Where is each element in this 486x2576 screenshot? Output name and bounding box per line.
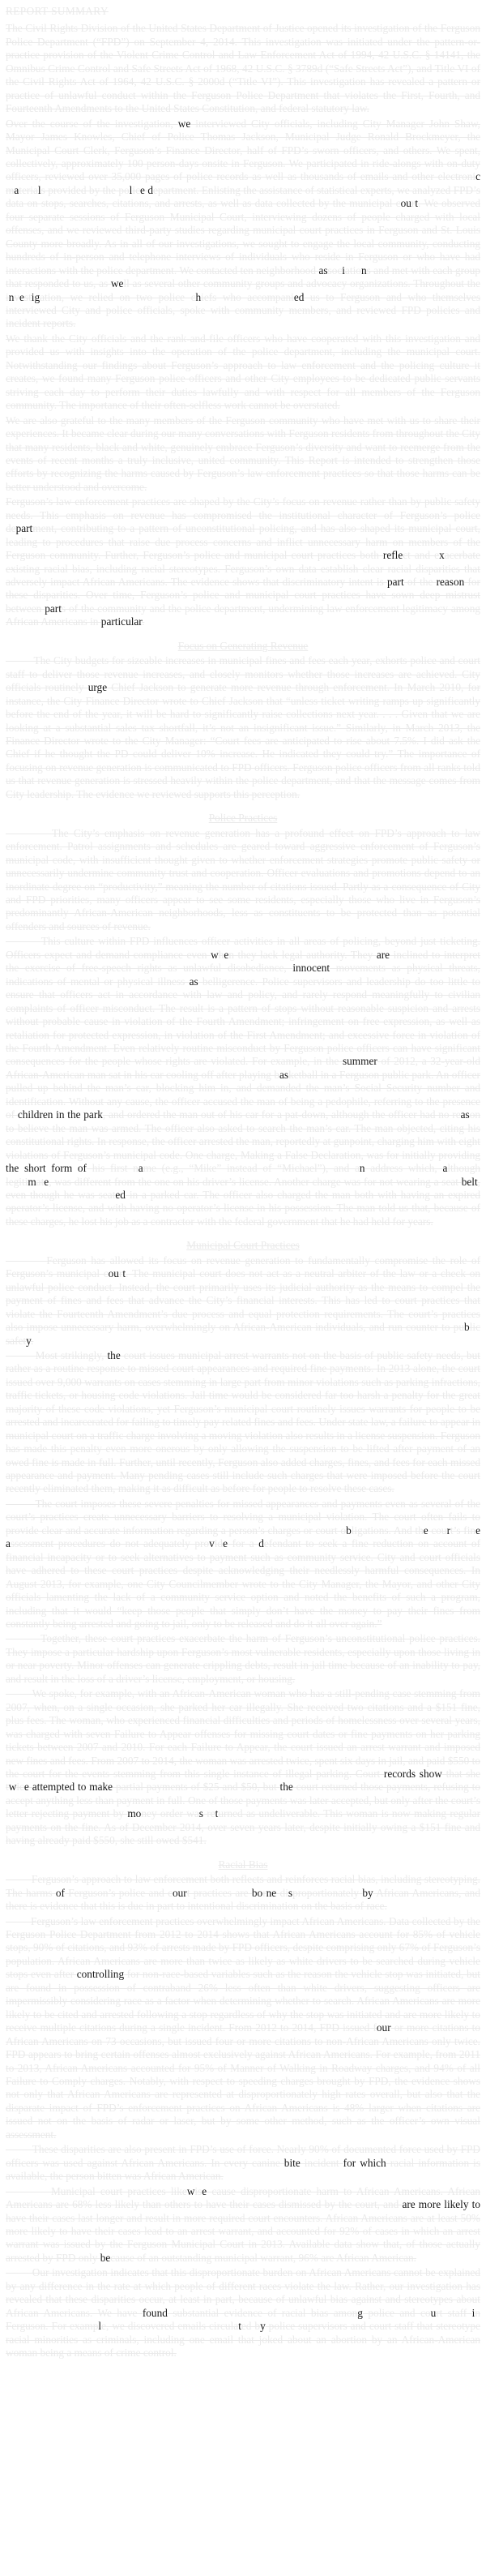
erasure-dark-word: e — [139, 183, 145, 196]
report-paragraph — [6, 414, 480, 495]
struck-faint-text: s provided by the po — [40, 183, 130, 196]
erasure-dark-word: be — [100, 2251, 111, 2264]
struck-faint-text: Together, these court practices exacerbate the harm of Ferguson’s unconstitutional police practices. They impose a particular hardship upon Ferguson’s most vulnerable residents, especially upon those living in or near poverty. Minor offenses can generate crippling debts, result in jail time because of an inability to pay, and result in the loss of a driver’s license, employment, or housing. — [6, 1632, 481, 1685]
struck-faint-text: substantial evidence of racial bias amon — [167, 2306, 358, 2319]
erasure-dark-word: ed — [115, 1188, 126, 1201]
erasure-dark-word: a — [6, 1537, 11, 1550]
struck-faint-text: Ferguson’s police and c — [64, 1886, 173, 1899]
erasure-dark-word: the — [279, 1781, 293, 1794]
erasure-dark-word: w — [211, 948, 219, 961]
struck-faint-text: acerbate existing racial bias, including racial stereotypes. Ferguson’s own data establish clear racial disparities that adversely impact African Americans. The evidence shows that discriminatory intent is — [6, 549, 480, 589]
struck-faint-text: , was different from the one on his driver’s license. Another charge was for not wearing a seat — [49, 1175, 462, 1188]
struck-faint-text: Municipal court practices like — [50, 2184, 187, 2197]
erasure-dark-word: part — [15, 522, 33, 535]
erasure-dark-word: t — [415, 197, 419, 210]
erasure-dark-word: as — [460, 1108, 470, 1121]
struck-faint-text: v — [14, 290, 20, 303]
struck-faint-text: Focus on Generating Revenue — [177, 639, 309, 652]
erasure-dark-word: part — [45, 602, 62, 615]
struck-faint-text: Municipal Court Practices — [186, 1239, 300, 1252]
erasure-dark-word: the — [107, 1348, 121, 1361]
erasure-dark-word: e — [19, 290, 24, 303]
report-paragraph — [6, 2185, 480, 2265]
struck-faint-text: partial payments of $25 and $50, but — [113, 1781, 280, 1794]
erasure-dark-word: s — [198, 1807, 203, 1820]
struck-faint-text: re — [202, 1807, 215, 1820]
struck-faint-text: ketball in a Ferguson public park. An officer pulled up behind the man’s car, blocking him in, and demanded the man’s Social Security number and identification. Without any cause, the officer accused the man of being a pedophile, referring to the presence of — [6, 1068, 480, 1121]
struck-faint-text: The court imposes these severe penalties for missed appearances and payments even as several of the court’s practices create unnecessary barriers to resolving a municipal violation. The court often fails to provide clear and accurate information regarding a person’s charges or court o — [6, 1497, 481, 1537]
erasure-dark-word: s — [288, 1886, 293, 1899]
erasure-dark-word: ne — [266, 1886, 277, 1899]
struck-faint-text: for these disparities. Over time, Ferguson’s police and municipal court practices have sown deep mistrust between — [6, 576, 480, 615]
struck-faint-text: address which, — [364, 1162, 443, 1175]
erasure-dark-word: v — [209, 1537, 215, 1550]
struck-faint-text: epartment. Enlisting the assistance of statistical experts, we analyzed FPD’s data on stops, searches, citations, and arrests, as well as data collected by the municipal c — [6, 183, 481, 210]
erasure-dark-word: g — [357, 2306, 363, 2319]
erasure-dark-word: n — [360, 264, 367, 276]
struck-faint-text: cause disproportionate harm to African Americans. African Americans are 68% less likely than others to have their cases dismissed by the court, and — [6, 2184, 481, 2211]
erasure-dark-word: e — [423, 1524, 428, 1537]
struck-faint-text: police supervisors and court staff that stereotype racial minorities as criminals, including one email that joked about an abortion by an African-American woman being a means of crime control. — [6, 2320, 480, 2360]
indent-strikethrough — [6, 827, 52, 839]
erasure-dark-word: refle — [382, 549, 403, 562]
erasure-dark-word: ed — [293, 290, 305, 303]
report-paragraph — [6, 2143, 480, 2183]
erasure-dark-word: c — [475, 170, 480, 183]
erasure-dark-word: m — [28, 1175, 36, 1188]
erasure-dark-word: ou — [108, 1267, 119, 1280]
erasure-dark-word: e — [475, 1524, 480, 1537]
struck-faint-text: Ferguson has allowed its focus on revenue generation to fundamentally compromise the role of Ferguson’s municipal c — [6, 1254, 480, 1280]
erasure-dark-word: by — [362, 1886, 373, 1899]
erasure-dark-word: e — [223, 1537, 228, 1550]
struck-faint-text: that she t — [6, 1768, 481, 1794]
erasure-dark-word: the short form of — [6, 1162, 87, 1175]
struck-faint-text: m — [6, 183, 15, 196]
erasure-dark-word: i — [471, 2306, 475, 2319]
struck-faint-text: efendant to seek a fine reduction on account of financial incapacity or to seek alternatives to payment such as community service. City and court officials have adhered to these court practices despite acknowledging their needlessly harmful consequences. In August 2013, for example, one City Councilmember wrote to the City Manager, the Mayor, and other City officials lamenting the lack of a community service option and noted the benefits of such a program, including that it would “keep those people that simply don’t have the money to pay their fines from constantly being arrested and going to jail, only to be released and do it all over again.” — [6, 1537, 480, 1631]
struck-faint-text: Police Practices — [208, 812, 278, 825]
erasure-dark-word: belt — [461, 1175, 478, 1188]
struck-faint-text: r — [262, 1886, 266, 1899]
erasure-dark-word: attempted to make — [32, 1781, 113, 1794]
struck-faint-text: belligerence. Police supervisors and leadership do too little to ensure that officers act in accordance with law and policy, and rarely respond meaningfully to civilian complaints of officer misconduct. The result is a pattern of stops without reasonable suspicion and arrests without probable cause in violation of the Fourth Amendment; infringement on free expression, as well as retaliation for protected expression, in violation of the First Amendment; and excessive force in violation of the Fourth Amendment. Even relatively routine misconduct by Ferguson police officers can have significant consequences for the people whose rights are violated. For example, in the — [6, 975, 480, 1068]
erasure-dark-word: n — [8, 290, 15, 303]
struck-faint-text: s of the community and the police department, undermining law enforcement legitimacy among African Americans in — [6, 602, 481, 628]
erasure-dark-word: are more likely to — [402, 2198, 480, 2211]
erasure-dark-word: t — [215, 1807, 219, 1820]
struck-faint-text: lthough legiti — [6, 1162, 480, 1188]
erasure-dark-word: found — [142, 2306, 168, 2319]
struck-faint-text: r — [411, 197, 416, 210]
struck-faint-text: cou — [428, 1524, 447, 1537]
erasure-dark-word: t — [238, 2320, 241, 2333]
struck-faint-text: Ferguson’s approach to law enforcement both reflects and reinforces racial bias, including stereotyping. The harms — [6, 1873, 480, 1899]
erasure-dark-word: w — [186, 2184, 195, 2197]
struck-faint-text: REPORT SUMMARY — [6, 5, 109, 17]
struck-faint-text: , even though he was seat — [6, 1175, 480, 1201]
struck-faint-text: urned as undeliverable. This woman is now making regular payments on the fine. As of December 2014, over seven years later, despite initially owing a $151 fine and having already paid $550, she still owed $541. — [6, 1807, 481, 1847]
struck-faint-text: . The municipal court does not act as a neutral arbiter of the law or a check on unlawful police conduct. Instead, the court primarily uses its judicial authority as the means to compel the payment of fines and fees that advance the City’s financial interests. This has led to court practices that violate the Fourteenth Amendment’s due process and equal protection requirements. The court’s practices also impose unnecessary harm, overwhelmingly on African-American individuals, and run counter to pu — [6, 1267, 480, 1334]
report-paragraph — [6, 1498, 480, 1631]
struck-faint-text: The City’s emphasis on revenue generation has a profound effect on FPD’s approach to law enforcement. Patrol assignments and schedules are geared toward aggressive enforcement of Ferguson’s municipal code, with insufficient thought given to whether enforcement strategies promote public safety or unnecessarily undermine community trust and cooperation. Officer evaluations and promotions depend to an inordinate degree on “productivity,” meaning the number of citations issued. Partly as a consequence of City and FPD priorities, many officers appear to see some residents, especially those who live in Ferguson’s predominantly African-American neighborhoods, less as constituents to be protected than as potential offenders and sources of revenue. — [6, 826, 481, 932]
erasure-dark-word: ig — [31, 290, 40, 303]
struck-faint-text: The Civil Rights Division of the United States Department of Justice opened its investigation of the Ferguson Police Department (“FPD”) on September 4, 2014. This investigation was initiated under the pattern-or-practice provision of the Violent Crime Control and Law Enforcement Act of 1994, 42 U.S.C. § 14141, the Omnibus Crime Control and Safe Streets Act of 1968, 42 U.S.C. § 3789d (“Safe Streets Act”), and Title VI of the Civil Rights Act of 1964, 42 U.S.C. § 2000d (“Title VI”). This investigation has revealed a pattern or practice of unlawful conduct within the Ferguson Police Department that violates the First, Fourth, and Fourteenth Amendments to the United States Constitution, and federal statutory law. — [6, 22, 480, 115]
struck-faint-text: Our investigation indicates that this disproportionate burden on African Americans cannot be explained by any difference in the rate at which people of different races violate the law. Rather, our investigation has revealed that these disparities occur, at least in part, because of unlawful bias against and stereotypes about African Americans. We have — [6, 2266, 480, 2319]
erasure-dark-word: bo — [251, 1886, 263, 1899]
erasure-dark-word: summer — [342, 1055, 377, 1068]
struck-faint-text: ed b — [241, 2320, 261, 2333]
erasure-dark-word: for which — [343, 2156, 386, 2169]
erasure-dark-word: reason — [436, 576, 465, 589]
erasure-dark-word: y — [260, 2320, 266, 2333]
erasure-dark-word: a — [442, 1162, 448, 1175]
erasure-dark-word: of — [55, 1886, 65, 1899]
indent-strikethrough — [6, 2266, 32, 2278]
report-paragraph — [6, 1873, 480, 1913]
erasure-dark-word: h — [195, 290, 202, 303]
struck-faint-text: African Americans, and there is evidence that this is due in part to intentional discrimination on the basis of race. — [6, 1886, 480, 1913]
struck-faint-text: t practices are — [186, 1886, 252, 1899]
struck-faint-text: inclined to interpret the exercise of free-speech rights as unlawful disobedience, — [6, 948, 480, 975]
struck-faint-text: on to believe the man was armed. The officer also asked to search the man’s car. The man objected, citing his constitutional rights. In response, the officer arrested the man, reportedly at gunpoint, charging him with eight violations of Ferguson’s municipal code. One charge, Making a False Declaration, was for initially providing — [6, 1108, 480, 1161]
report-paragraph — [6, 1254, 480, 1348]
struck-faint-text: me (e.g., “Mike” instead of “Michael”), and a — [143, 1162, 360, 1175]
struck-faint-text: . We observed four separate sessions of Ferguson Municipal Court, interviewing dozens of people charged with local offenses, and we reviewed third-party studies regarding municipal court practices in Ferguson and St. Louis County more broadly. As in all of our investigations, we sought to engage the local community, conducting hundreds of in-person and telephone interviews of individuals who reside in Ferguson or who have had interactions with the police department. We contacted ten neighborhood — [6, 197, 480, 276]
struck-faint-text: cause of an outstanding municipal warrant, 96% are African American. — [110, 2251, 416, 2264]
struck-faint-text: incident — [300, 2156, 343, 2169]
erasure-dark-word: d — [258, 1537, 264, 1550]
report-paragraph — [6, 827, 480, 934]
section-heading — [6, 812, 480, 825]
erasure-dark-word: w — [8, 1781, 17, 1794]
struck-faint-text: e, we discovered emails circula — [101, 2320, 239, 2333]
indent-strikethrough — [6, 1632, 40, 1644]
struck-faint-text: ation, we relied on two police c — [40, 290, 196, 303]
struck-faint-text: ment, contributing to a pattern of unconstitutional policing, and has also shaped its municipal court, leading to procedures that raise due process concerns and inflict unnecessary harm on members of the Ferguson community. Further, Ferguson’s police and municipal court practices both — [6, 522, 480, 562]
report-paragraph — [6, 1915, 480, 2142]
struck-faint-text: Ferguson’s law enforcement practices overwhelmingly impact African Americans. Data collected by the Ferguson Police Department from 2012 to 2014 shows that African Americans account for 85% of vehicle stops, 90% of citations, and 93% of arrests made by FPD officers, despite comprising only 67% of Ferguson’s population. African Americans are more than twice as likely as white drivers to be searched during vehicle stops even after — [6, 1914, 480, 1981]
erasure-dark-word: as — [318, 264, 328, 276]
struck-faint-text: his first n — [86, 1162, 139, 1175]
struck-faint-text: for a — [227, 1537, 259, 1550]
struck-faint-text: These disparities are also present in FPD’s use of force. Nearly 90% of documented force used by FPD officers was used against African Americans. In every canine — [6, 2143, 481, 2169]
erasure-dark-word: as — [189, 975, 198, 988]
struck-faint-text: Most strikingly, — [35, 1348, 108, 1361]
struck-faint-text: h — [218, 948, 224, 961]
struck-faint-text: Over the course of the investigation, — [6, 117, 178, 130]
erasure-dark-word: u — [430, 2306, 437, 2319]
erasure-dark-word: innocent — [292, 962, 330, 975]
report-title — [6, 5, 480, 18]
struck-faint-text: ll as several other community groups and advocacy organizations. Throughout the i — [6, 277, 480, 303]
erasure-dark-word: urge — [87, 681, 108, 694]
indent-strikethrough — [6, 1915, 31, 1927]
struck-faint-text: s and met with each group that responded to us, as — [6, 264, 480, 290]
struck-faint-text: Ferguson’s law enforcement practices are shaped by the City’s focus on revenue rather than by public safety needs. This emphasis on revenue has compromised the institutional character of Ferguson’s police de — [6, 495, 480, 535]
report-paragraph — [6, 495, 480, 629]
indent-strikethrough — [6, 1498, 35, 1510]
indent-strikethrough — [6, 2143, 32, 2155]
struck-faint-text: iefs who accompani — [201, 290, 294, 303]
struck-faint-text: Chief Jackson to generate more revenue through enforcement. In March 2010, for instance, the City Finance Director wrote to Chief Jackson that “unless ticket writing ramps up significantly before the end of the year, it will be hard to significantly raise collections next year. . . . Given that we are looking at a substantial sales tax shortfall, it’s not an insignificant issue.” Similarly, in March 2013, the Finance Director wrote to the City Manager: “Court fees are anticipated to rise about 7.5%. I did ask the Chief if he thought the PD could deliver 10% increase. He indicated they could try.” The importance of focusing on revenue generation is communicated to FPD officers. Ferguson police officers from all ranks told us that revenue generation is stressed heavily within the police department, and that the message comes from City leadership. The evidence we reviewed supports this perception. — [6, 681, 481, 800]
struck-faint-text: st — [23, 290, 32, 303]
indent-strikethrough — [6, 1254, 46, 1267]
struck-faint-text: have their cases last longer and result in more required court encounters. African Americans are at least 50% more likely to have their cases lead to an arrest warrant, and accounted for 92% of cases in which an arrest warrant was issued by the Ferguson Municipal Court in 2013. Available data show that, of those actually arrested by FPD only — [6, 2211, 480, 2264]
struck-faint-text: ligations. And th — [351, 1524, 424, 1537]
erasure-dark-word: our — [172, 1886, 187, 1899]
erasure-dark-word: particular — [100, 615, 143, 628]
struck-faint-text: of the — [403, 576, 437, 589]
struck-faint-text: atio — [344, 264, 361, 276]
indent-strikethrough — [6, 654, 34, 667]
erasure-dark-word: l — [37, 183, 41, 196]
erasure-dark-word: a — [14, 183, 19, 196]
struck-faint-text: or more citations to African Americans on 73 occasions, but issued four or more citations to non-African Americans only twice. FPD appears to bring certain offenses almost exclusively against African Americans. For example, from 2011 to 2013, African Americans accounted for 95% of Manner of Walking in Roadway charges, and 94% of all Failure to Comply charges. Notably, with respect to speeding charges brought by FPD, the evidence shows not only that African Americans are represented at disproportionately high rates overall, but also that the disparate impact of FPD’s enforcement practices on African Americans is 48% larger when citations are issued not on the basis of radar or laser, but by some other method, such as the officer’s own visual assessment. — [6, 2021, 480, 2141]
struck-faint-text: ic — [132, 183, 140, 196]
erasure-dark-word: records show — [383, 1768, 442, 1780]
struck-faint-text: r — [118, 1267, 123, 1280]
struck-faint-text: n Ferguson. For examp — [6, 2306, 480, 2333]
erasure-dark-word: are — [376, 948, 390, 961]
struck-faint-text: t’s fin — [450, 1524, 476, 1537]
struck-faint-text: ssessment procedures do not adequately pro — [10, 1537, 210, 1550]
erasure-dark-word: d — [147, 183, 153, 196]
struck-faint-text: We thank the City officials and the rank-and-file officers who have cooperated with this investigation and provided us with insights into the operation of the police department, including the municipal court. Notwithstanding our findings about Ferguson’s approach to law enforcement and the policing culture it creates, we found many Ferguson police officers and other City employees to be dedicated public servants striving each day to perform their duties lawfully and with respect for all members of the Ferguson community. The importance of their often-selfless work cannot be overstated. — [6, 332, 480, 412]
struck-faint-text: id — [214, 1537, 224, 1550]
struck-faint-text: racial information is available, the person bitten was African American. — [6, 2156, 481, 2183]
erasure-dark-word: a — [138, 1162, 143, 1175]
erasure-dark-word: x — [439, 549, 445, 562]
indent-strikethrough — [6, 2185, 51, 2197]
erasure-dark-word: i — [342, 264, 345, 276]
struck-faint-text: ic — [16, 1781, 24, 1794]
erasure-dark-word: we — [110, 277, 124, 290]
struck-faint-text: court returned those payments, refusing to accept anything less than payment in full. One of those payments was later accepted, but only after the court’s letter rejecting payment by — [6, 1781, 480, 1820]
erasure-dark-word: mo — [127, 1807, 142, 1820]
erasure-dark-word: e — [224, 948, 229, 961]
struck-faint-text: movements as physical threats, indications of mental or physical illness — [6, 962, 480, 988]
struck-faint-text: lic safet — [6, 1321, 480, 1347]
struck-faint-text: soc — [327, 264, 343, 276]
section-heading — [6, 640, 480, 653]
struck-faint-text: The City budgets for sizeable increases in municipal fines and fees each year, exhorts police and court staff to deliver those revenue increases, and closely monitors whether those increases are achieved. City officials routinely — [6, 654, 480, 694]
report-paragraph — [6, 1632, 480, 1686]
struck-faint-text: n they lack legal authority. They — [228, 948, 377, 961]
erasure-dark-word: ou — [400, 197, 411, 210]
struck-faint-text: ney order wa — [141, 1807, 199, 1820]
struck-faint-text: We spoke, for example, with an African-American woman who has a still-pending case stemming from 2007, when, on a single occasion, she parked her car illegally. She received two citations and a $151 fine, plus fees. The woman, who experienced financial difficulties and periods of homelessness over several years, was charged with seven Failure to Appear offenses for missing court dates or fine payments on her parking tickets between 2007 and 2010. For each Failure to Appear, the court issued an arrest warrant and imposed new fines and fees. From 2007 to 2014, the woman was arrested twice, spent six days in jail, and paid $550 to the court for the events stemming from this single instance of illegal parking. Court — [6, 1687, 480, 1780]
struck-faint-text: of 2012, a 32-year-old African-American man sat in his car cooling off after playing b — [6, 1055, 480, 1081]
struck-faint-text: is — [194, 2184, 202, 2197]
report-paragraph — [6, 332, 480, 413]
section-heading — [6, 1239, 480, 1252]
erasure-dark-word: n — [359, 1162, 365, 1175]
struck-faint-text: proportionately — [292, 1886, 363, 1899]
section-heading — [6, 1858, 480, 1871]
struck-faint-text: di — [276, 1886, 288, 1899]
erasure-dark-word: e — [44, 1175, 49, 1188]
erasure-dark-word: we — [177, 117, 191, 130]
erasure-dark-word: r — [446, 1524, 451, 1537]
struck-faint-text: interviewed City officials, including City Manager John Shaw, Mayor James Knowles, Chief of Police Thomas Jackson, Municipal Judge Ronald Brockmeyer, the Municipal Court Clerk, Ferguson’s Finance Director, half of FPD’s sworn officers, and others. We spent, collectively, approximately 100 person-days onsite in Ferguson. We participated in ride-alongs with on-duty officers, reviewed over 35,000 pages of police records as well as thousands of emails and other electroni — [6, 117, 481, 183]
erasure-dark-word: y — [26, 1334, 31, 1347]
erasure-dark-word: children in the park — [17, 1108, 103, 1121]
report-paragraph — [6, 2266, 480, 2360]
struck-faint-text: . — [30, 1334, 34, 1347]
struck-faint-text: Racial Bias — [218, 1858, 268, 1871]
indent-strikethrough — [6, 1687, 32, 1699]
struck-faint-text: us to Ferguson and who themselves interviewed City and police officials, spoke with community members, and reviewed FPD policies and incident reports. — [6, 290, 481, 330]
report-paragraph — [6, 118, 480, 331]
erasure-dark-word: t — [122, 1267, 126, 1280]
struck-faint-text: . — [142, 615, 145, 628]
erasure-dark-word: bite — [284, 2156, 301, 2169]
struck-faint-text: ct and e — [403, 549, 440, 562]
report-paragraph — [6, 1687, 480, 1847]
erasure-dark-word: b — [346, 1524, 352, 1537]
report-paragraph — [6, 654, 480, 801]
erasure-dark-word: e — [23, 1781, 29, 1794]
struck-faint-text: for non-race-based variables such as the reason the vehicle stop was initiated, but are found in possession of contraband 26% less often than white drivers, suggesting officers are impermissibly considering race as a factor when determining whether to search. African Americans are more likely to be cited and arrested following a stop regardless of why the stop was initiated and are more likely to receive multiple citations during a single incident. From 2012 to 2014, FPD issued f — [6, 1968, 480, 2034]
erasure-dark-word: our — [376, 2021, 391, 2034]
erasure-dark-word: l — [98, 2320, 102, 2333]
erasure-dark-word: part — [386, 576, 404, 589]
erasure-dark-word: controlling — [76, 1968, 125, 1981]
erasure-dark-word: e — [202, 2184, 207, 2197]
struck-faint-text: This culture within FPD influences officer activities in all areas of policing, beyond just ticketing. Officers expect and demand compliance even — [6, 935, 480, 961]
struck-faint-text: , and ordered the man out of his car for a pat-down, although the officer had no re — [102, 1108, 461, 1121]
struck-faint-text: in a parked car. The officer also charged the man both with having an expired operator’s license, and with having no operator’s license in his possession. The man told us that, because of these charges, he lost his job as a contractor with the federal government that he had held for years. — [6, 1188, 480, 1228]
report-paragraph — [6, 22, 480, 115]
indent-strikethrough — [6, 935, 41, 947]
struck-faint-text: rt staff — [436, 2306, 472, 2319]
struck-faint-text: court issues municipal arrest warrants not on the basis of public safety needs, but rather as a routine response to missed court appearances and required fine payments. In 2013 alone, the court issued over 9,000 warrants on cases stemming in large part from minor violations such as parking infractions, traffic tickets, or housing code violations. Jail time would be considered far too harsh a penalty for the great majority of these code violations, yet Ferguson’s municipal court routinely issues warrants for people to be arrested and incarcerated for failing to timely pay related fines and fees. Under state law, a failure to appear in municipal court on a traffic charge involving a moving violation also results in a license suspension. Ferguson has made this penalty even more onerous by only allowing the suspension to be lifted after payment of an owed fine is made in full. Further, until recently, Ferguson also added charges, fines, and fees for each missed appearance and payment. Many pending cases still include such charges that were imposed before the court recently eliminated them, making it as difficult as before for people to resolve these cases. — [6, 1348, 480, 1495]
report-paragraph — [6, 935, 480, 1228]
report-paragraph — [6, 1349, 480, 1496]
struck-faint-text: at — [36, 1175, 45, 1188]
struck-faint-text: police and co — [362, 2306, 431, 2319]
indent-strikethrough — [6, 1349, 36, 1361]
struck-faint-text: teria — [19, 183, 38, 196]
erasure-dark-word: as — [279, 1068, 289, 1081]
erasure-dark-word: b — [464, 1321, 470, 1334]
indent-strikethrough — [6, 1873, 32, 1885]
struck-faint-text: We are also grateful to the many members of the Ferguson community who have met with us to share their experiences. It became clear during our many conversations with Ferguson residents from throughout the City that many residents, black and white, genuinely embrace Ferguson’s diversity and want to reemerge from the events of recent months a truly inclusive, united community. This Report is intended to strengthen those efforts by recognizing the harms caused by Ferguson’s law enforcement practices so that those harms can be better understood and overcome. — [6, 414, 480, 493]
erasure-dark-word: l — [129, 183, 133, 196]
